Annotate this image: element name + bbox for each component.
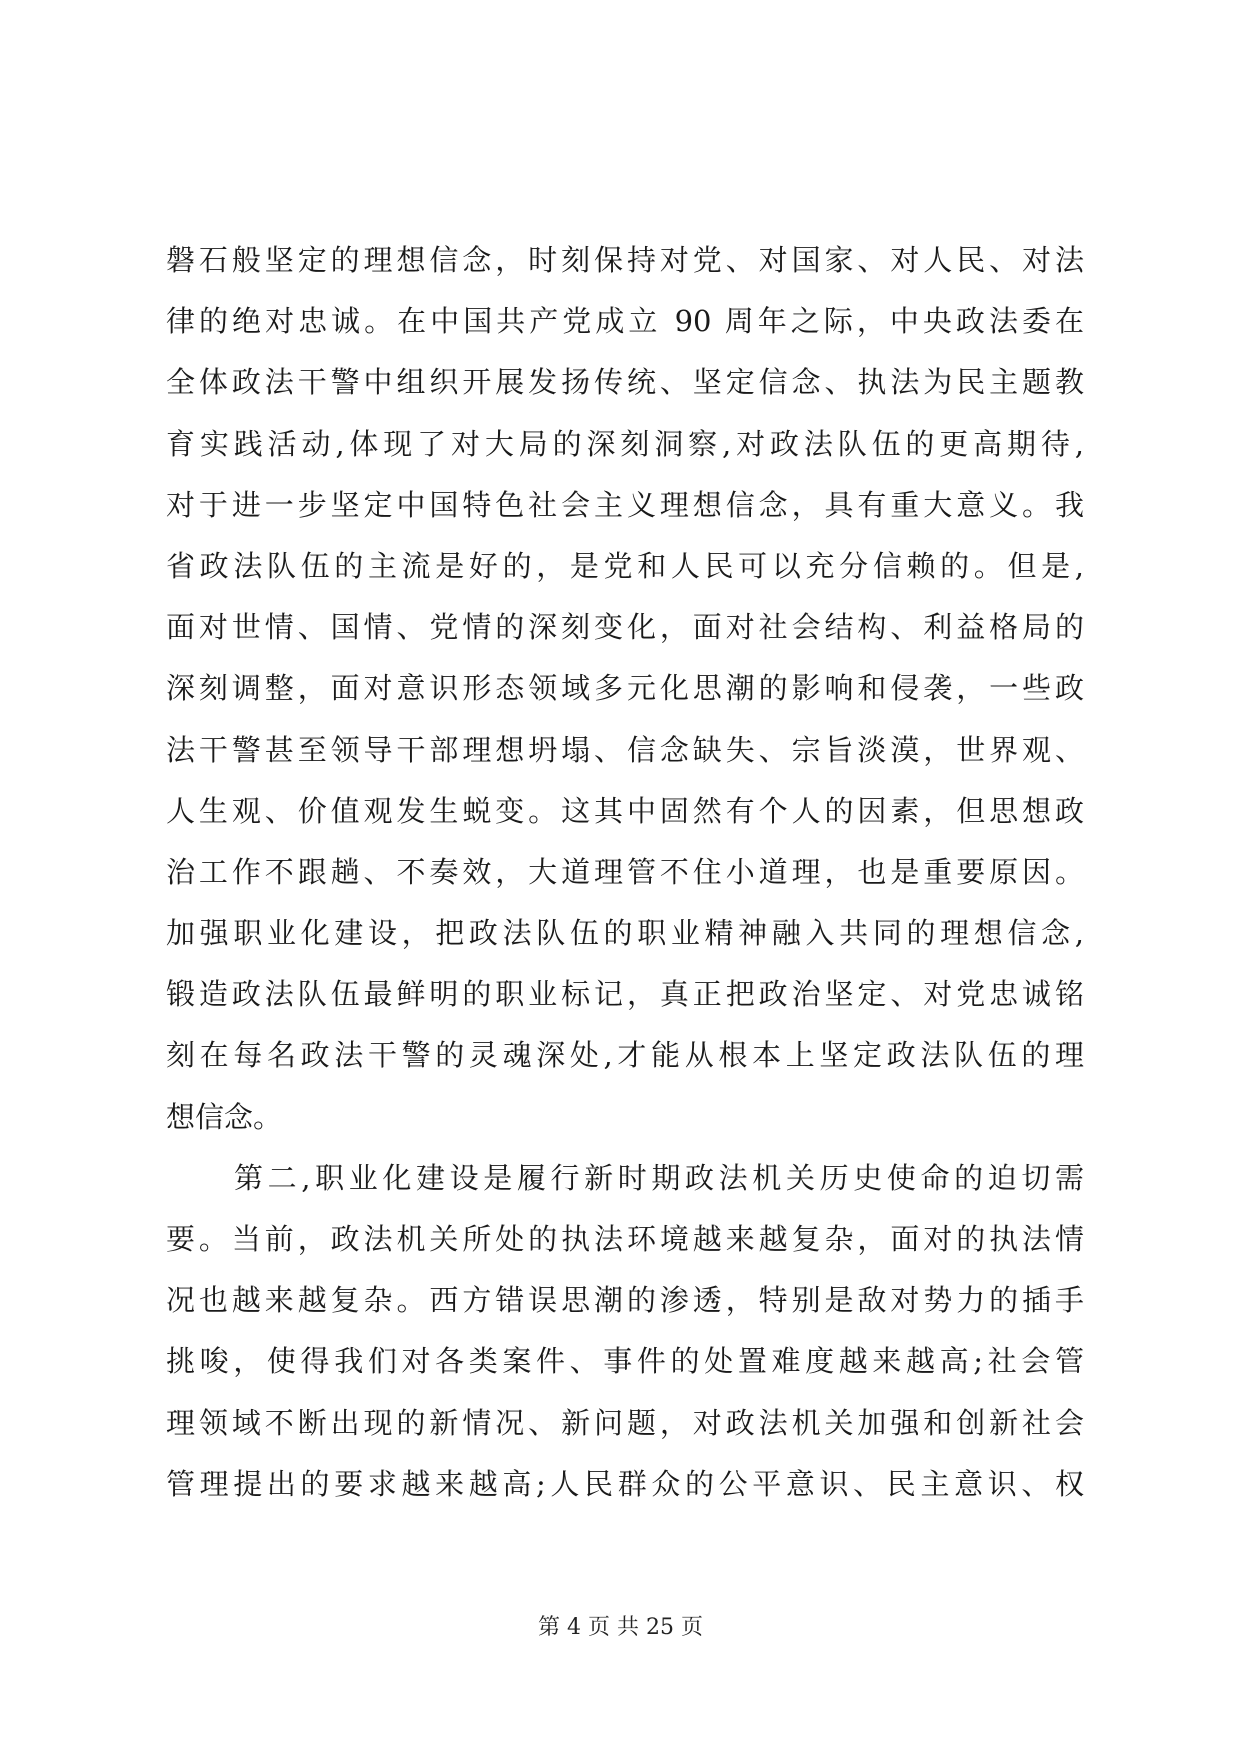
text-line: 面对世情、国情、党情的深刻变化，面对社会结构、利益格局的 [166, 610, 1084, 645]
body-text [166, 230, 1084, 1515]
paragraph-2 [166, 1148, 1084, 1515]
text-line: 人生观、价值观发生蜕变。这其中固然有个人的因素，但思想政 [166, 793, 1084, 828]
text-line: 第二,职业化建设是履行新时期政法机关历史使命的迫切需 [234, 1160, 1084, 1195]
text-line: 磐石般坚定的理想信念，时刻保持对党、对国家、对人民、对法 [166, 243, 1084, 277]
text-line: 对于进一步坚定中国特色社会主义理想信念，具有重大意义。我 [166, 487, 1084, 522]
text-line: 律的绝对忠诚。在中国共产党成立 90 周年之际，中央政法委在 [166, 304, 1084, 339]
text-line: 刻在每名政法干警的灵魂深处,才能从根本上坚定政法队伍的理 [166, 1038, 1084, 1073]
text-line: 治工作不跟趟、不奏效，大道理管不住小道理，也是重要原因。 [166, 854, 1084, 889]
page-number-label: 第 4 页 共 25 页 [538, 1615, 703, 1640]
text-line: 理领域不断出现的新情况、新问题，对政法机关加强和创新社会 [166, 1405, 1084, 1440]
text-line: 全体政法干警中组织开展发扬传统、坚定信念、执法为民主题教 [166, 365, 1084, 400]
paragraph-1 [166, 230, 1084, 1148]
text-line: 锻造政法队伍最鲜明的职业标记，真正把政治坚定、对党忠诚铭 [166, 977, 1084, 1012]
text-line: 省政法队伍的主流是好的，是党和人民可以充分信赖的。但是, [166, 548, 1084, 583]
text-line: 要。当前，政法机关所处的执法环境越来越复杂，面对的执法情 [166, 1222, 1084, 1256]
text-line: 加强职业化建设，把政法队伍的职业精神融入共同的理想信念, [166, 916, 1084, 951]
text-line: 况也越来越复杂。西方错误思潮的渗透，特别是敌对势力的插手 [166, 1283, 1084, 1318]
text-line: 深刻调整，面对意识形态领域多元化思潮的影响和侵袭，一些政 [166, 671, 1084, 706]
text-line: 育实践活动,体现了对大局的深刻洞察,对政法队伍的更高期待, [166, 426, 1084, 461]
text-line: 挑唆，使得我们对各类案件、事件的处置难度越来越高;社会管 [166, 1344, 1084, 1379]
page-footer [0, 1610, 1241, 1641]
text-line: 管理提出的要求越来越高;人民群众的公平意识、民主意识、权 [166, 1466, 1084, 1501]
text-line: 法干警甚至领导干部理想坍塌、信念缺失、宗旨淡漠，世界观、 [166, 732, 1084, 767]
text-line: 想信念。 [166, 1099, 283, 1134]
